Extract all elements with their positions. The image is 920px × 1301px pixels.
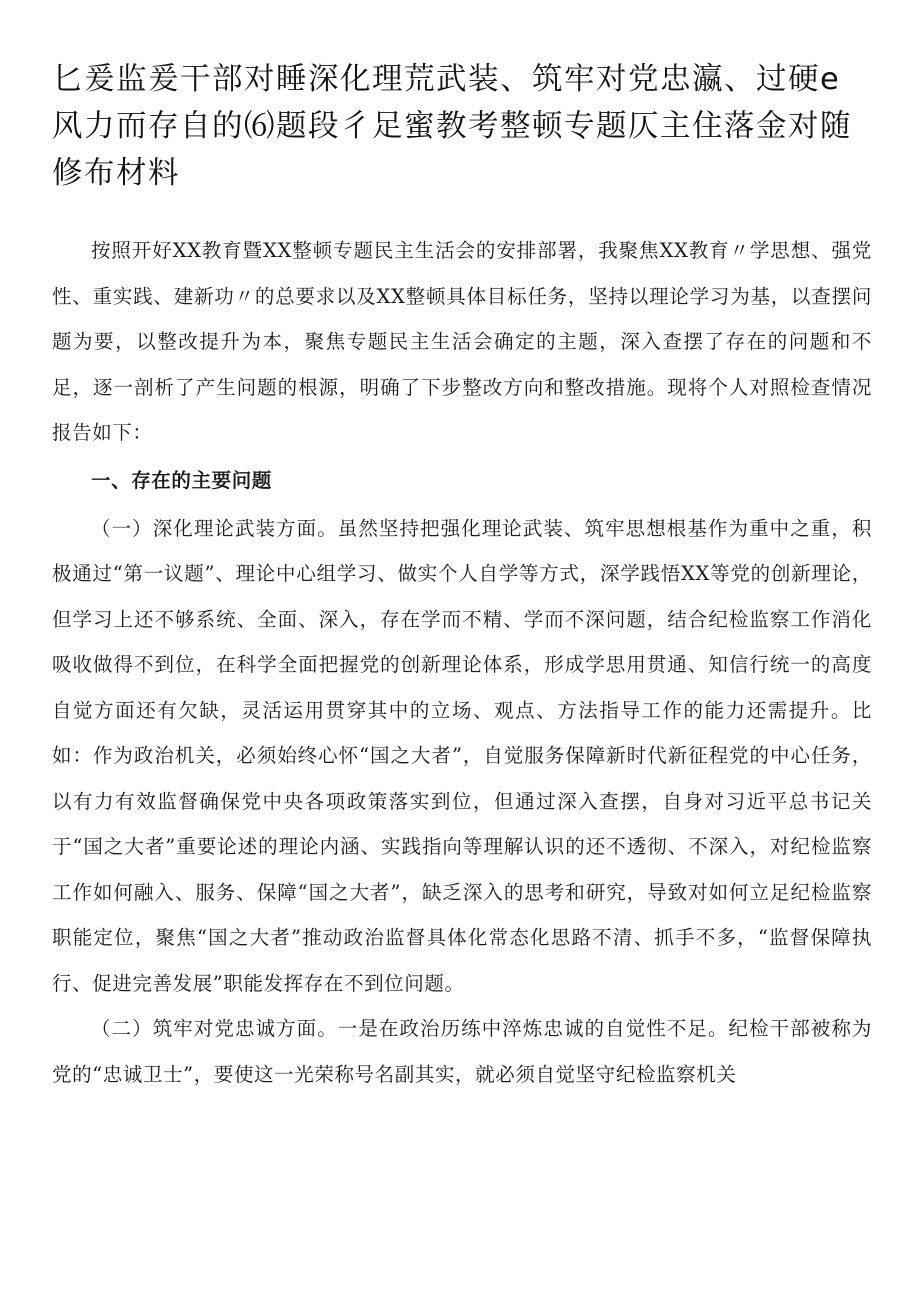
title-line-2: 风力而存自的⑹题段彳足蜜教考整顿专题仄主住落金对随 [52, 109, 852, 144]
title-line-3: 修布材料 [52, 156, 180, 191]
paragraph-party-loyalty: （二）筑牢对党忠诚方面。一是在政治历练中淬炼忠诚的自觉性不足。纪检干部被称为党的“忠诚卫士”，要使这一光荣称号名副其实，就必须自觉坚守纪检监察机关 [52, 1017, 872, 1086]
document-title [52, 56, 872, 197]
intro-paragraph: 按照开好XX教育暨XX整顿专题民主生活会的安排部署，我聚焦XX教育〃学思想、强党性、重实践、建新功〃的总要求以及XX整顿具体目标任务，坚持以理论学习为基，以查摆问题为要，以整改提升为本，聚焦专题民主生活会确定的主题，深入查摆了存在的问题和不足，逐一剖析了产生问题的根源，明确了下步整改方向和整改措施。现将个人对照检查情况报告如下： [52, 239, 872, 444]
paragraph-theory-armament: （一）深化理论武装方面。虽然坚持把强化理论武装、筑牢思想根基作为重中之重，积极通过“第一议题”、理论中心组学习、做实个人自学等方式，深学践悟XX等党的创新理论，但学习上还不够系统、全面、深入，存在学而不精、学而不深问题，结合纪检监察工作消化吸收做得不到位，在科学全面把握党的创新理论体系，形成学思用贯通、知信行统一的高度自觉方面还有欠缺，灵活运用贯穿其中的立场、观点、方法指导工作的能力还需提升。比如：作为政治机关，必须始终心怀“国之大者”，自觉服务保障新时代新征程党的中心任务，以有力有效监督确保党中央各项政策落实到位，但通过深入查摆，自身对习近平总书记关于“国之大者”重要论述的理论内涵、实践指向等理解认识的还不透彻、不深入，对纪检监察工作如何融入、服务、保障“国之大者”，缺乏深入的思考和研究，导致对如何立足纪检监察职能定位，聚焦“国之大者”推动政治监督具体化常态化思路不清、抓手不多，“监督保障执行、促进完善发展”职能发挥存在不到位问题。 [52, 516, 872, 995]
document-body [52, 228, 872, 1097]
section-heading: 一、存在的主要问题 [91, 468, 272, 492]
title-line-1: 匕爰监爰干部对睡深化理荒武装、筑牢对党忠瀛、过硬e [52, 62, 841, 97]
